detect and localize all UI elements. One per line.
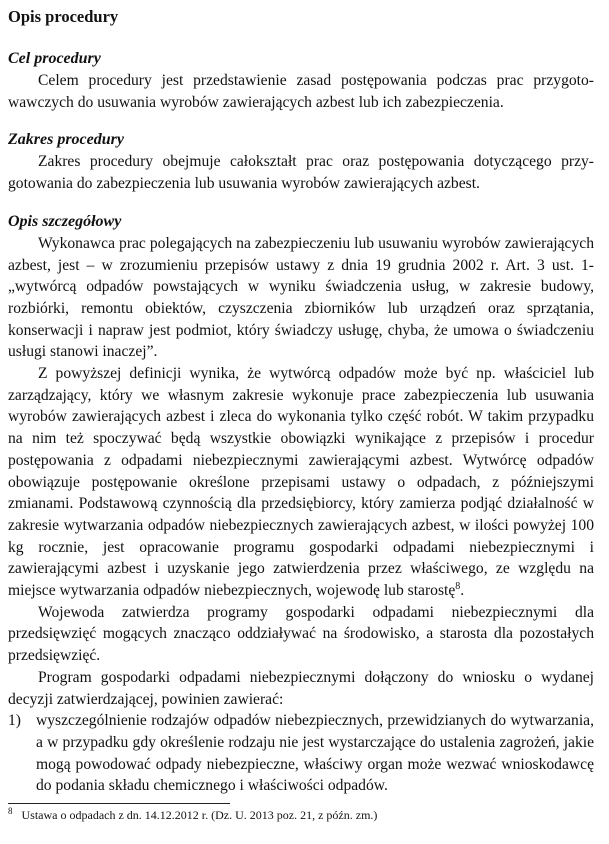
footnote-divider xyxy=(8,803,230,804)
section-cel-procedury xyxy=(8,48,594,113)
section-opis-szczegolowy xyxy=(8,211,594,797)
numbered-list xyxy=(8,710,594,797)
footnote-mark: 8 xyxy=(8,806,13,816)
list-item-text: wyszczególnienie rodzajów odpadów niebezpiecznych, przewidzianych do wytwarzania, a w przypadku gdy określenie rodzaju nie jest wystarczające do ustalenia zagrożeń, jakie mogą powodować odpady niebezpieczne, właściwy organ może wezwać wnioskodawcę do podania składu chemicznego i właściwości odpadów. xyxy=(36,712,594,795)
paragraph: Wojewoda zatwierdza programy gospodarki odpadami niebezpiecznymi dla przedsięwzięć mogących znacząco oddziaływać na środowisko, a starosta dla pozostałych przedsięwzięć. xyxy=(8,603,594,665)
paragraph: Program gospodarki odpadami niebezpiecznymi dołączony do wniosku o wydanej decyzji zatwierdzającej, powinien zawierać: xyxy=(8,668,594,708)
footnote-reference: 8 xyxy=(455,580,461,592)
section-heading: Opis szczegółowy xyxy=(8,212,122,230)
paragraph: Zakres procedury obejmuje całokształt prac oraz postępowania dotyczącego przygotowania do zabezpieczenia lub usuwania wyrobów zawierających azbest. xyxy=(8,153,594,193)
paragraph-text: Z powyższej definicji wynika, że wytwórcą odpadów może być np. właściciel lub zarządzający, który we własnym zakresie wykonuje prace zabezpieczenia lub usuwania wyrobów zawierających azbest i zleca do wykonania tylko część robót. W takim przypadku na nim też spoczywać będą wszystkie obowiązki wynikające z przepisów i procedur postępowania z odpadami niebezpiecznymi zawierającymi azbest. Wytwórcę odpadów obowiązuje postępowanie określone przepisami ustawy o odpadach, z późniejszymi zmianami. Podstawową czynnością dla przedsiębiorcy, który zamierza podjąć działalność w zakresie wytwarzania odpadów niebezpiecznych zawierających azbest, w ilości powyżej 100 kg rocznie, jest opracowanie programu gospodarki odpadami niebezpiecznymi i zawierającymi azbest i uzyskanie jego zatwierdzenia przez właściwego, ze względu na miejsce wytwarzania odpadów niebezpiecznych, wojewodę lub starostę xyxy=(8,365,594,600)
list-item xyxy=(8,710,594,797)
paragraph: Wykonawca prac polegających na zabezpieczeniu lub usuwaniu wyrobów zawierających azbest, jest – w zrozumieniu przepisów ustawy z dnia 19 grudnia 2002 r. Art. 3 ust. 1- „wytwórcą odpadów powstających w wyniku świadczenia usług, w zakresie budowy, rozbiórki, remontu obiektów, czyszczenia zbiorników lub urządzeń oraz sprzątania, konserwacji i napraw jest podmiot, który świadczy usługę, chyba, że umowa o świadczeniu usługi stanowi inaczej”. xyxy=(8,234,594,361)
section-zakres-procedury xyxy=(8,129,594,194)
footnote xyxy=(8,808,377,823)
footnote-text: Ustawa o odpadach z dn. 14.12.2012 r. (Dz. U. 2013 poz. 21, z późn. zm.) xyxy=(21,808,378,822)
section-heading: Cel procedury xyxy=(8,50,101,67)
document-page xyxy=(8,6,594,797)
list-item-number: 1) xyxy=(8,712,21,730)
paragraph-with-footnote: Z powyższej definicji wynika, że wytwórcą odpadów może być np. właściciel lub zarządzający, który we własnym zakresie wykonuje prace zabezpieczenia lub usuwania wyrobów zawierających azbest i zleca do wykonania tylko część robót. W takim przypadku na nim też spoczywać będą wszystkie obowiązki wynikające z przepisów i procedur postępowania z odpadami niebezpiecznymi zawierającymi azbest. Wytwórcę odpadów obowiązuje postępowanie określone przepisami ustawy o odpadach, z późniejszymi zmianami. Podstawową czynnością dla przedsiębiorcy, który zamierza podjąć działalność w zakresie wytwarzania odpadów niebezpiecznych zawierających azbest, w ilości powyżej 100 kg rocznie, jest opracowanie programu gospodarki odpadami niebezpiecznymi i zawierającymi azbest i uzyskanie jego zatwierdzenia przez właściwego, ze względu na miejsce wytwarzania odpadów niebezpiecznych, wojewodę lub starostę$^8$. xyxy=(8,365,594,600)
document-title: Opis procedury xyxy=(8,7,119,26)
paragraph: Celem procedury jest przedstawienie zasad postępowania podczas prac przygotowawczych do usuwania wyrobów zawierających azbest lub ich zabezpieczenia. xyxy=(8,72,594,111)
section-heading: Zakres procedury xyxy=(8,131,124,149)
